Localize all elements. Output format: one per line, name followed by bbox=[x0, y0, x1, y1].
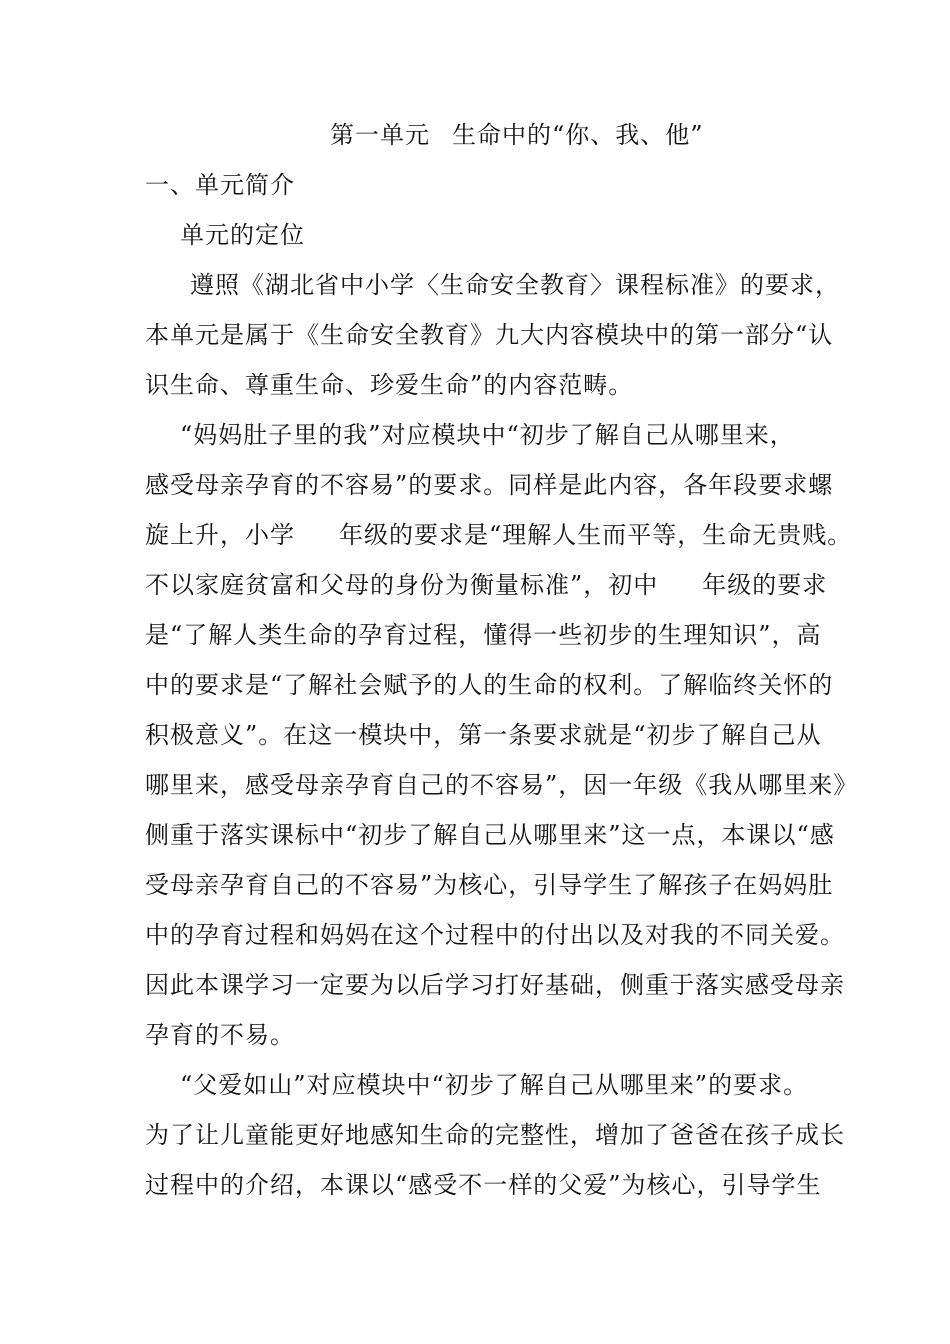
line-segment: 年级的要求 bbox=[702, 571, 828, 599]
paragraph-line: 过程中的介绍，本课以“感受不一样的父爱”为核心，引导学生 bbox=[145, 1171, 822, 1199]
paragraph-line: 中的孕育过程和妈妈在这个过程中的付出以及对我的不同关爱。 bbox=[145, 921, 845, 949]
paragraph-line: 本单元是属于《生命安全教育》九大内容模块中的第一部分“认 bbox=[145, 321, 834, 349]
paragraph-line: 哪里来，感受母亲孕育自己的不容易”，因一年级《我从哪里来》 bbox=[145, 771, 859, 799]
paragraph-line: 遵照《湖北省中小学〈生命安全教育〉课程标准》的要求， bbox=[190, 271, 840, 299]
unit-title-number: 第一单元 bbox=[330, 121, 430, 149]
paragraph-line: 为了让儿童能更好地感知生命的完整性，增加了爸爸在孩子成长 bbox=[145, 1121, 845, 1149]
paragraph-line: 侧重于落实课标中“初步了解自己从哪里来”这一点，本课以“感 bbox=[145, 821, 835, 849]
line-segment: 年级的要求是“理解人生而平等，生命无贵贱。 bbox=[339, 521, 853, 549]
paragraph-line bbox=[145, 520, 853, 550]
paragraph-line: 孕育的不易。 bbox=[145, 1021, 295, 1049]
paragraph-line: 积极意义”。在这一模块中，第一条要求就是“初步了解自己从 bbox=[145, 721, 822, 749]
section-heading: 一、单元简介 bbox=[145, 171, 295, 199]
paragraph-line: “父爱如山”对应模块中“初步了解自己从哪里来”的要求。 bbox=[180, 1071, 809, 1099]
unit-title bbox=[330, 120, 704, 150]
paragraph-line: 感受母亲孕育的不容易”的要求。同样是此内容，各年段要求螺 bbox=[145, 471, 834, 499]
paragraph-line: 受母亲孕育自己的不容易”为核心，引导学生了解孩子在妈妈肚 bbox=[145, 871, 834, 899]
unit-title-name: 生命中的“你、我、他” bbox=[452, 121, 704, 149]
paragraph-line: 中的要求是“了解社会赋予的人的生命的权利。了解临终关怀的 bbox=[145, 671, 834, 699]
paragraph-line: 因此本课学习一定要为以后学习打好基础，侧重于落实感受母亲 bbox=[145, 971, 845, 999]
paragraph-line bbox=[145, 570, 828, 600]
line-segment: 旋上升，小学 bbox=[145, 521, 295, 549]
subheading: 单元的定位 bbox=[180, 221, 305, 249]
paragraph-line: 是“了解人类生命的孕育过程，懂得一些初步的生理知识”，高 bbox=[145, 621, 822, 649]
paragraph-line: “妈妈肚子里的我”对应模块中“初步了解自己从哪里来， bbox=[180, 421, 795, 449]
line-segment: 不以家庭贫富和父母的身份为衡量标准”，初中 bbox=[145, 571, 659, 599]
paragraph-line: 识生命、尊重生命、珍爱生命”的内容范畴。 bbox=[145, 371, 634, 399]
